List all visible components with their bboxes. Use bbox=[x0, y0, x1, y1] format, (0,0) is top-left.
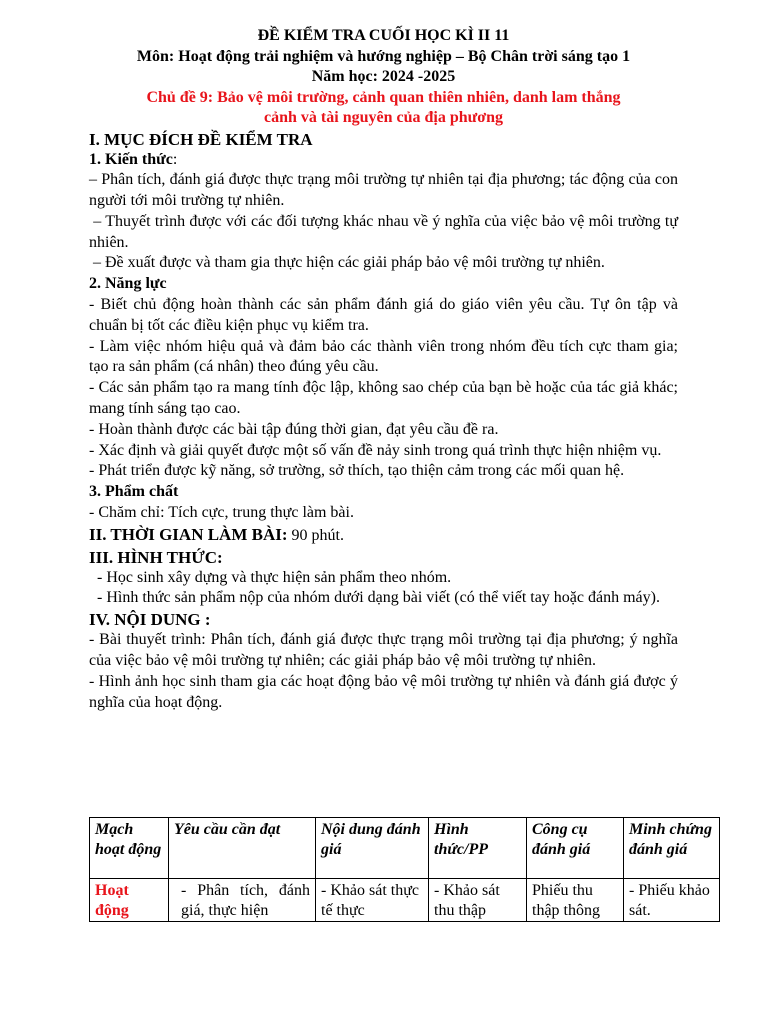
exam-title: ĐỀ KIỂM TRA CUỐI HỌC KÌ II 11 bbox=[257, 27, 510, 44]
assessment-table bbox=[89, 817, 720, 922]
knowledge-item: – Phân tích, đánh giá được thực trạng môi trường tự nhiên tại địa phương; tác động của con người tới môi trường tự nhiên. bbox=[89, 171, 678, 210]
table-cell: - Khảo sát thực tế thực bbox=[316, 879, 429, 922]
section4-heading: IV. NỘI DUNG : bbox=[89, 610, 211, 630]
content-item: - Hình ảnh học sinh tham gia các hoạt động bảo vệ môi trường tự nhiên và đánh giá được ý nghĩa của hoạt động. bbox=[89, 672, 678, 711]
exam-year: Năm học: 2024 -2025 bbox=[311, 68, 456, 85]
content-item: - Bài thuyết trình: Phân tích, đánh giá được thực trạng môi trường tại địa phương; ý nghĩa của việc bảo vệ môi trường tự nhiên; các giải pháp bảo vệ môi trường tự nhiên. bbox=[89, 631, 678, 670]
knowledge-item: – Thuyết trình được với các đối tượng khác nhau về ý nghĩa của việc bảo vệ môi trường tự nhiên. bbox=[89, 212, 683, 251]
form-item: - Hình thức sản phẩm nộp của nhóm dưới dạng bài viết (có thể viết tay hoặc đánh máy). bbox=[89, 589, 660, 607]
competence-item: - Xác định và giải quyết được một số vấn đề nảy sinh trong quá trình thực hiện nhiệm vụ. bbox=[89, 441, 662, 459]
competence-item: - Phát triển được kỹ năng, sở trường, sở thích, tạo thiện cảm trong các mối quan hệ. bbox=[89, 462, 625, 480]
table-cell: Phiếu thu thập thông bbox=[527, 879, 624, 922]
competence-item: - Biết chủ động hoàn thành các sản phẩm đánh giá do giáo viên yêu cầu. Tự ôn tập và chuẩn bị tốt các điều kiện phục vụ kiểm tra. bbox=[89, 296, 678, 334]
knowledge-label: 1. Kiến thức bbox=[89, 150, 173, 168]
quality-item: - Chăm chỉ: Tích cực, trung thực làm bài. bbox=[89, 504, 354, 522]
table-header-cell: Nội dung đánh giá bbox=[316, 818, 429, 879]
document-page bbox=[89, 26, 683, 713]
topic-line-2: cảnh và tài nguyên của địa phương bbox=[264, 109, 503, 126]
topic-line-1: Chủ đề 9: Bảo vệ môi trường, cảnh quan thiên nhiên, danh lam thắng bbox=[146, 88, 621, 106]
competence-item: - Làm việc nhóm hiệu quả và đảm bảo các thành viên trong nhóm đều tích cực tham gia; tạo ra sản phẩm (cá nhân) theo đúng yêu cầu. bbox=[89, 337, 678, 376]
table-header-cell: Hình thức/PP bbox=[429, 818, 527, 879]
table-header-row bbox=[90, 818, 720, 879]
section3-heading: III. HÌNH THỨC: bbox=[89, 547, 223, 567]
competence-item: - Hoàn thành được các bài tập đúng thời gian, đạt yêu cầu đề ra. bbox=[89, 420, 499, 438]
knowledge-colon: : bbox=[172, 150, 178, 168]
quality-subheading: 3. Phẩm chất bbox=[89, 483, 179, 501]
table-header-cell: Yêu cầu cần đạt bbox=[169, 818, 316, 879]
exam-subject: Môn: Hoạt động trải nghiệm và hướng nghiệp – Bộ Chân trời sáng tạo 1 bbox=[136, 47, 631, 65]
duration-value: 90 phút. bbox=[287, 526, 344, 544]
knowledge-subheading bbox=[89, 150, 678, 171]
title-block bbox=[89, 26, 678, 129]
section2-heading: II. THỜI GIAN LÀM BÀI: bbox=[89, 524, 288, 544]
table-row bbox=[90, 879, 720, 922]
table-cell: - Phân tích, đánh giá, thực hiện bbox=[169, 879, 316, 922]
assessment-table-wrapper bbox=[89, 817, 720, 922]
table-cell: Hoạt động bbox=[90, 879, 169, 922]
competence-subheading: 2. Năng lực bbox=[89, 275, 167, 293]
table-header-cell: Mạch hoạt động bbox=[90, 818, 169, 879]
table-header-cell: Công cụ đánh giá bbox=[527, 818, 624, 879]
table-cell: - Phiếu khảo sát. bbox=[624, 879, 720, 922]
form-item: - Học sinh xây dựng và thực hiện sản phẩm theo nhóm. bbox=[89, 568, 452, 586]
table-header-cell: Minh chứng đánh giá bbox=[624, 818, 720, 879]
section1-heading: I. MỤC ĐÍCH ĐỀ KIỂM TRA bbox=[89, 129, 313, 149]
competence-item: - Các sản phẩm tạo ra mang tính độc lập, không sao chép của bạn bè hoặc của tác giả khác; mang tính sáng tạo cao. bbox=[89, 379, 678, 418]
table-cell: - Khảo sát thu thập bbox=[429, 879, 527, 922]
knowledge-item: – Đề xuất được và tham gia thực hiện các giải pháp bảo vệ môi trường tự nhiên. bbox=[89, 254, 605, 272]
section2-line bbox=[89, 524, 678, 547]
